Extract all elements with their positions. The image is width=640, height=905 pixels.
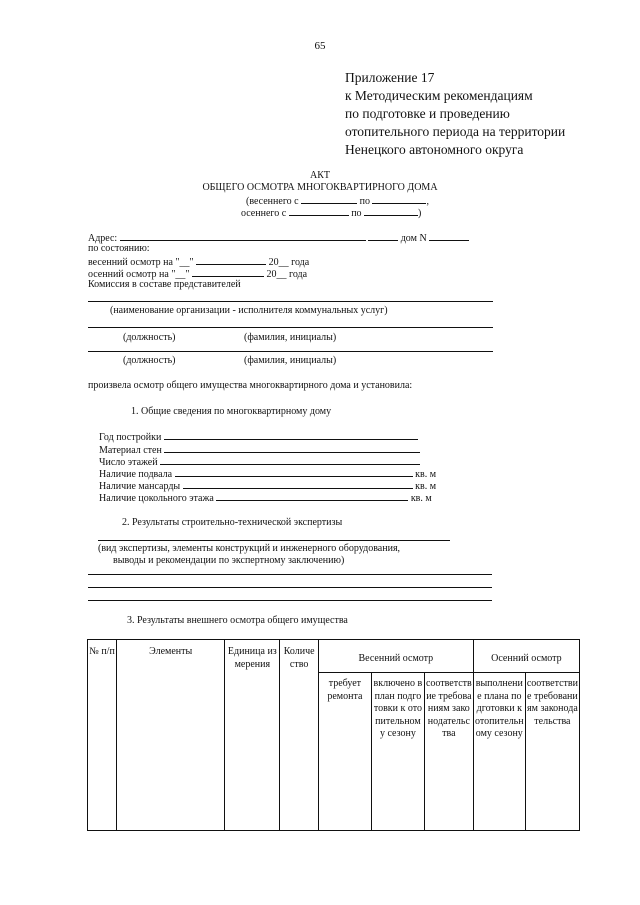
autumn-from-label: осеннего с [241,208,287,219]
field-unit: кв. м [415,469,437,480]
name-caption-1: (фамилия, инициалы) [244,332,337,343]
spring-inspection-blank[interactable] [196,255,266,265]
autumn-col-compliance: соответствие требованиям законодательства [525,673,579,831]
field-label: Материал стен [99,445,162,456]
field-blank[interactable] [175,467,413,477]
appendix-line: по подготовке и проведению [345,106,510,121]
member-1-line[interactable] [88,327,493,328]
group-autumn: Осенний осмотр [473,640,579,673]
position-caption-1: (должность) [123,332,176,343]
col-quantity: Количество [280,640,318,831]
expertise-line-4[interactable] [88,600,492,601]
spring-to-blank[interactable] [372,194,426,204]
autumn-inspection-label: осенний осмотр на "__" [88,269,190,280]
section-1-title: 1. Общие сведения по многоквартирному дому [131,406,332,417]
autumn-end: ) [418,208,422,219]
field-socle [99,491,432,505]
field-label: Наличие подвала [99,469,173,480]
spring-from-label: (весеннего с [246,196,299,207]
expertise-line-3[interactable] [88,587,492,588]
autumn-to-label: по [351,208,362,219]
appendix-line: Приложение 17 [345,70,435,85]
autumn-period [241,206,421,220]
expertise-caption-1: (вид экспертизы, элементы конструкций и инженерного оборудования, [98,543,401,554]
field-label: Число этажей [99,457,158,468]
status-label: по состоянию: [88,243,150,254]
expertise-line-2[interactable] [88,574,492,575]
autumn-to-blank[interactable] [364,206,418,216]
spring-end: , [426,196,429,207]
field-blank[interactable] [216,491,408,501]
section-2-title: 2. Результаты строительно-технической экспертизы [122,517,343,528]
address-label: Адрес: [88,233,118,244]
field-label: Наличие цокольного этажа [99,493,214,504]
house-label: дом N [400,233,427,244]
field-unit: кв. м [415,481,437,492]
organization-caption: (наименование организации - исполнителя коммунальных услуг) [110,305,388,316]
field-label: Год постройки [99,432,162,443]
autumn-inspection-blank[interactable] [192,267,264,277]
section-3-title: 3. Результаты внешнего осмотра общего имущества [127,615,348,626]
field-blank[interactable] [164,443,420,453]
field-year-built [99,430,418,444]
expertise-line[interactable] [98,540,450,541]
appendix-line: к Методическим рекомендациям [345,88,533,103]
autumn-col-plan: выполнение плана подготовки к отопительному сезону [473,673,525,831]
spring-from-blank[interactable] [301,194,357,204]
act-heading: АКТ [310,170,330,181]
expertise-caption-2: выводы и рекомендации по экспертному заключению) [113,555,345,566]
act-title [0,170,640,194]
autumn-from-blank[interactable] [289,206,349,216]
house-blank[interactable] [429,231,469,241]
spring-col-compliance: соответствие требованиям законодательства [424,673,473,831]
col-number: № п/п [88,640,117,831]
appendix-line: отопительного периода на территории [345,124,566,139]
inspection-table [87,639,580,831]
field-blank[interactable] [164,430,418,440]
field-blank[interactable] [183,479,413,489]
address-blank-2[interactable] [368,231,398,241]
act-subtitle: ОБЩЕГО ОСМОТРА МНОГОКВАРТИРНОГО ДОМА [202,182,438,193]
member-2-line[interactable] [88,351,493,352]
address-blank[interactable] [120,231,366,241]
spring-to-label: по [359,196,370,207]
spring-inspection-label: весенний осмотр на "__" [88,257,194,268]
organization-line[interactable] [88,301,493,302]
group-spring: Весенний осмотр [318,640,473,673]
field-unit: кв. м [410,493,432,504]
spring-year: 20__ года [268,257,310,268]
spring-col-plan: включено в план подготовки к отопительному сезону [371,673,424,831]
col-elements: Элементы [117,640,225,831]
page-number: 65 [314,40,326,52]
field-blank[interactable] [160,455,420,465]
inspection-text: произвела осмотр общего имущества многоквартирного дома и установила: [88,380,413,391]
commission-label: Комиссия в составе представителей [88,279,241,290]
field-label: Наличие мансарды [99,481,181,492]
spring-col-repair: требует ремонта [318,673,371,831]
autumn-year: 20__ года [266,269,308,280]
appendix-header [345,69,565,159]
name-caption-2: (фамилия, инициалы) [244,355,337,366]
position-caption-2: (должность) [123,355,176,366]
col-unit: Единица измерения [225,640,280,831]
appendix-line: Ненецкого автономного округа [345,142,524,157]
